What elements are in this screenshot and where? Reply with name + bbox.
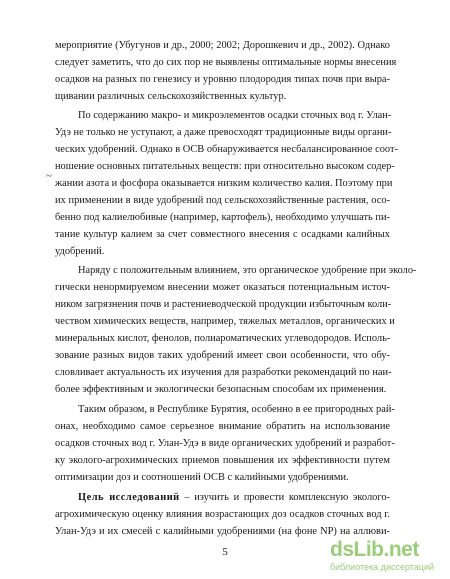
watermark-logo: dsLib.net: [330, 538, 419, 561]
text-line: ку эколого-агрохимических приемов повышения их эффективности путем: [55, 455, 390, 466]
text-line: Удэ не только не уступают, а даже превосходят традиционные виды органи-: [55, 127, 392, 138]
text-line: более эффективным и экологически безопасным способам их применения.: [55, 384, 387, 395]
text-line: бенно под калиелюбивые (например, картофель), необходимо улучшать пи-: [55, 212, 390, 223]
page-number: 5: [222, 546, 228, 558]
text-line: гически ненормируемом внесении может оказаться потенциальным источ-: [55, 282, 390, 293]
text-line: щивании различных сельскохозяйственных культур.: [55, 91, 287, 102]
text-line: осадков на разных по генезису и уровню плодородия типах почв при выра-: [55, 74, 390, 85]
text-line: По содержанию макро- и микроэлементов осадки сточных вод г. Улан-: [78, 110, 392, 121]
text-line: чеством химических веществ, например, тяжелых металлов, органических и: [55, 316, 395, 327]
text-line: словливает актуальность их изучения для разработки рекомендаций по наи-: [55, 367, 392, 378]
text-line: онах, необходимо самое серьезное внимание обратить на использование: [55, 421, 390, 432]
text-line: [78, 492, 390, 504]
text-line: Таким образом, в Республике Бурятия, особенно в ее пригородных рай-: [78, 404, 395, 415]
text-line: Наряду с положительным влиянием, это органическое удобрение при эколо-: [78, 265, 417, 276]
text-line: зование разных видов таких удобрений имеет свои особенности, что обу-: [55, 350, 390, 361]
text-line: минеральных кислот, фенолов, полиароматических углеводородов. Исполь-: [55, 333, 391, 344]
text-line: ческих удобрений. Однако в ОСВ обнаруживается несбалансированное соот-: [55, 144, 398, 155]
text-line: оптимизации доз и соотношений ОСВ с калийными удобрениями.: [55, 472, 349, 483]
text-line: удобрений.: [55, 246, 105, 257]
text-line: осадков сточных вод г. Улан-Удэ в виде органических удобрений и разработ-: [55, 438, 395, 449]
watermark-subtitle: библиотека диссертаций: [330, 562, 435, 572]
text-line: следует заметить, что до сих пор не выявлены оптимальные нормы внесения: [55, 57, 397, 68]
text-line: ником загрязнения почв и растениеводческой продукции избыточным коли-: [55, 299, 392, 310]
text-line: мероприятие (Убугунов и др., 2000; 2002; Дорошкевич и др., 2002). Однако: [55, 40, 390, 51]
margin-mark: ~: [46, 170, 52, 182]
text-line: жании азота и фосфора оказывается низким количество калия. Поэтому при: [55, 178, 393, 189]
text-line: агрохимическую оценку влияния возрастающих доз осадков сточных вод г.: [55, 509, 390, 520]
text-line: Улан-Удэ и их смесей с калийными удобрениями (на фоне NP) на аллюви-: [55, 526, 390, 537]
text-line: их применении в виде удобрений под сельскохозяйственные растения, осо-: [55, 195, 390, 206]
text-line: тание культур калием за счет совместного внесения с осадками калийных: [55, 229, 390, 240]
goal-text: – изучить и провести комплексную эколого-: [179, 492, 390, 503]
text-line: ношение основных питательных веществ: при относительно высоком содер-: [55, 161, 395, 172]
goal-heading: Цель исследований: [78, 492, 180, 503]
watermark: [330, 538, 445, 574]
